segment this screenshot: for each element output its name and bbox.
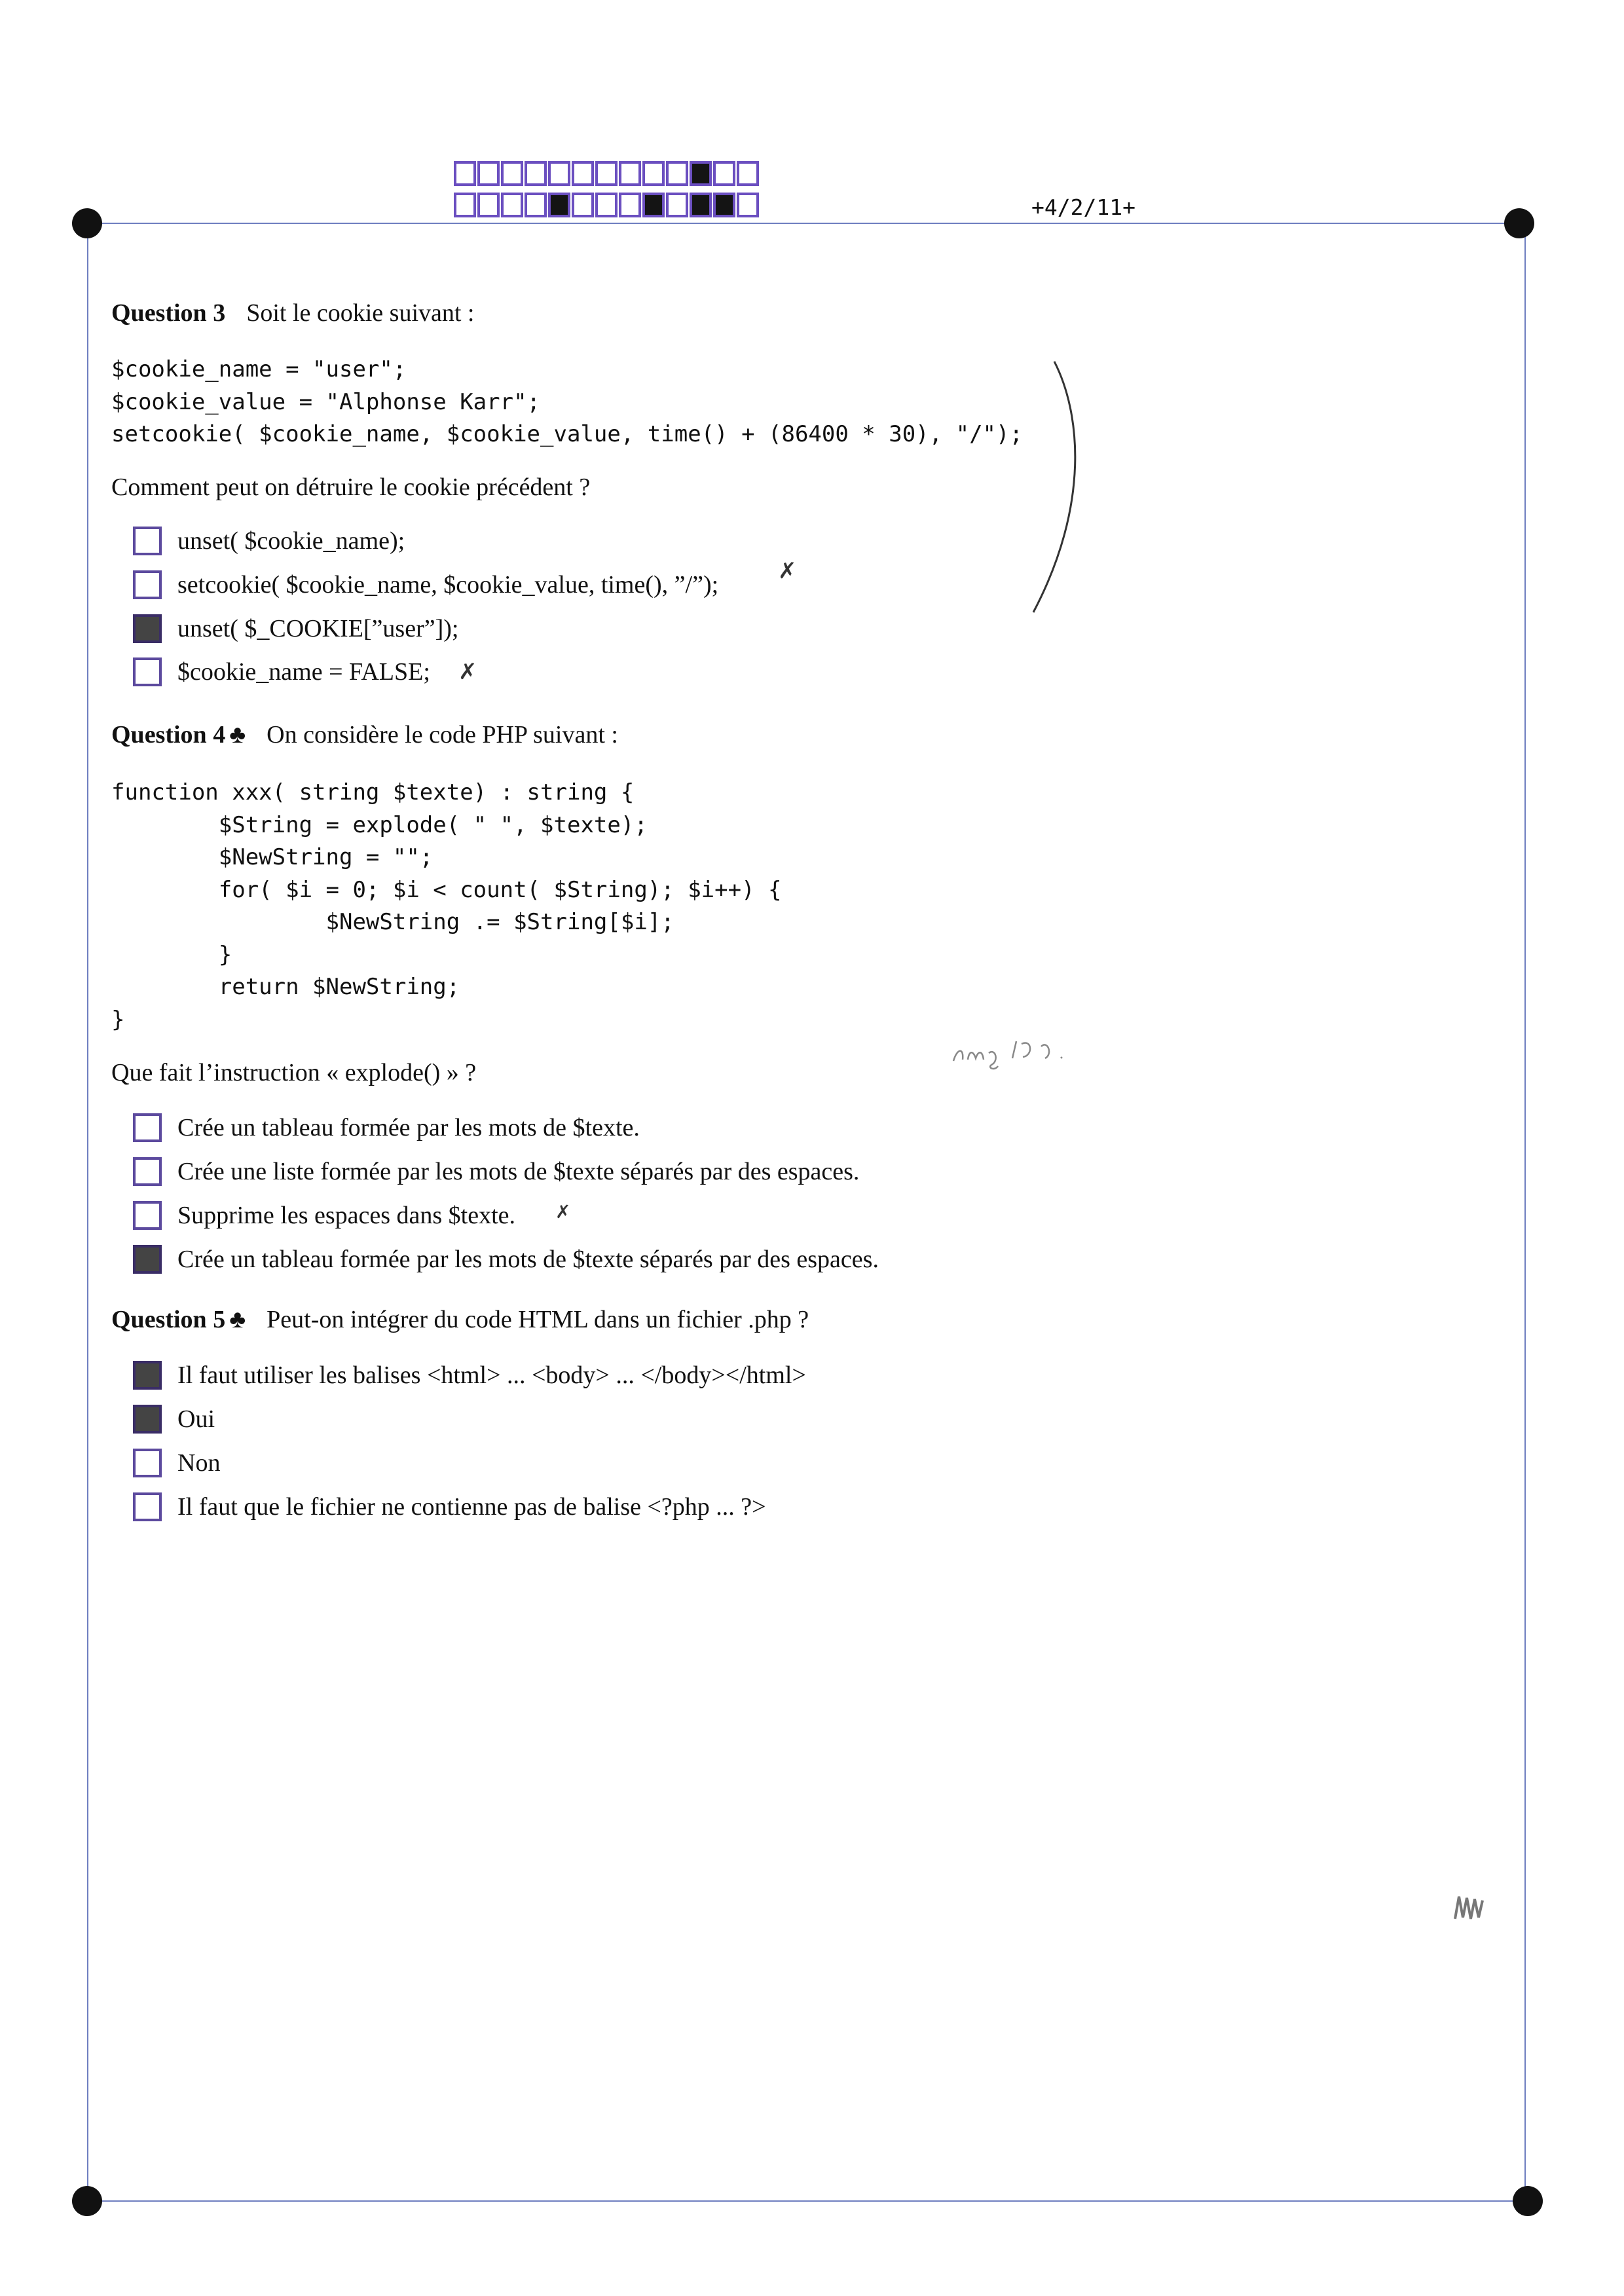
barcode-cell-empty bbox=[501, 161, 523, 186]
answer-checkbox-checked[interactable] bbox=[133, 1245, 162, 1274]
corner-marker-top-left bbox=[72, 208, 102, 238]
answer-text: Crée une liste formée par les mots de $texte séparés par des espaces. bbox=[177, 1158, 860, 1185]
barcode-cell-empty bbox=[454, 161, 476, 186]
barcode-cell-empty bbox=[595, 161, 618, 186]
answer-text: unset( $cookie_name); bbox=[177, 527, 405, 555]
page-code: +4/2/11+ bbox=[1031, 194, 1135, 220]
question-text: Que fait l’instruction « explode() » ? bbox=[111, 1059, 477, 1086]
answer-option[interactable] bbox=[133, 527, 405, 555]
barcode-cell-empty bbox=[737, 161, 759, 186]
answer-option[interactable] bbox=[133, 1492, 766, 1521]
barcode-cell-filled bbox=[690, 161, 712, 186]
handwritten-note-scribble bbox=[950, 1022, 1094, 1074]
answer-text: Crée un tableau formée par les mots de $texte. bbox=[177, 1114, 640, 1141]
answer-option[interactable] bbox=[133, 1245, 879, 1274]
answer-text: $cookie_name = FALSE; bbox=[177, 658, 430, 686]
handwritten-cross-mark: ✗ bbox=[458, 659, 477, 685]
question-3-header bbox=[111, 299, 475, 327]
question-prompt: Soit le cookie suivant : bbox=[246, 299, 475, 327]
barcode-cell-empty bbox=[619, 161, 641, 186]
question-5-header bbox=[111, 1305, 809, 1334]
answer-checkbox[interactable] bbox=[133, 1157, 162, 1186]
answer-option[interactable] bbox=[133, 1405, 215, 1434]
answer-checkbox[interactable] bbox=[133, 1201, 162, 1230]
answer-text: Oui bbox=[177, 1405, 215, 1433]
barcode-cell-empty bbox=[642, 161, 665, 186]
code-block: $cookie_name = "user"; $cookie_value = "Alphonse Karr"; setcookie( $cookie_name, $cookie_value, time() + (86400 * 30), "/"); bbox=[111, 356, 1023, 447]
barcode-cell-empty bbox=[572, 193, 594, 217]
answer-checkbox[interactable] bbox=[133, 1492, 162, 1521]
barcode-cell-empty bbox=[619, 193, 641, 217]
barcode-cell-filled bbox=[548, 193, 570, 217]
corner-marker-top-right bbox=[1504, 208, 1534, 238]
answer-option[interactable] bbox=[133, 614, 458, 643]
question-prompt: On considère le code PHP suivant : bbox=[267, 721, 618, 749]
handwritten-cross-mark: ✗ bbox=[778, 558, 797, 584]
answer-text: Supprime les espaces dans $texte. bbox=[177, 1202, 516, 1229]
handwritten-smudge bbox=[1452, 1893, 1486, 1923]
answer-option[interactable] bbox=[133, 1113, 640, 1142]
answer-text: Il faut utiliser les balises <html> ... <body> ... </body></html> bbox=[177, 1361, 806, 1389]
handwritten-cross-mark: ✗ bbox=[555, 1201, 571, 1223]
answer-checkbox-checked[interactable] bbox=[133, 1361, 162, 1390]
barcode-cell-empty bbox=[454, 193, 476, 217]
answer-text: Il faut que le fichier ne contienne pas de balise <?php ... ?> bbox=[177, 1493, 766, 1521]
barcode-cell-filled bbox=[713, 193, 735, 217]
barcode-cell-empty bbox=[477, 193, 500, 217]
barcode-cell-empty bbox=[525, 161, 547, 186]
question-label: Question 4 bbox=[111, 721, 226, 749]
barcode-cell-filled bbox=[642, 193, 665, 217]
answer-text: Crée un tableau formée par les mots de $texte séparés par des espaces. bbox=[177, 1246, 879, 1273]
barcode-cell-empty bbox=[666, 161, 688, 186]
barcode-cell-empty bbox=[737, 193, 759, 217]
answer-text: setcookie( $cookie_name, $cookie_value, time(), ”/”); bbox=[177, 571, 719, 599]
club-symbol: ♣ bbox=[229, 721, 246, 749]
answer-text: unset( $_COOKIE[”user”]); bbox=[177, 615, 459, 642]
answer-checkbox[interactable] bbox=[133, 570, 162, 599]
code-block: function xxx( string $texte) : string { $String = explode( " ", $texte); $NewString = ""; for( $i = 0; $i < count( $String); $i++) { $NewString .= $String[$i]; } return $NewString; } bbox=[111, 779, 782, 1033]
answer-checkbox[interactable] bbox=[133, 1113, 162, 1142]
answer-text: Non bbox=[177, 1449, 221, 1477]
answer-checkbox[interactable] bbox=[133, 1449, 162, 1477]
club-symbol: ♣ bbox=[229, 1306, 246, 1333]
barcode-cell-empty bbox=[548, 161, 570, 186]
barcode-row-1 bbox=[454, 161, 760, 186]
answer-checkbox-checked[interactable] bbox=[133, 1405, 162, 1434]
barcode-cell-empty bbox=[477, 161, 500, 186]
answer-checkbox[interactable] bbox=[133, 657, 162, 686]
barcode-row-2 bbox=[454, 193, 760, 217]
answer-checkbox-checked[interactable] bbox=[133, 614, 162, 643]
answer-option[interactable] bbox=[133, 657, 430, 686]
answer-checkbox[interactable] bbox=[133, 527, 162, 555]
corner-marker-bottom-right bbox=[1513, 2186, 1543, 2216]
barcode-cell-filled bbox=[690, 193, 712, 217]
question-text: Comment peut on détruire le cookie précédent ? bbox=[111, 473, 591, 501]
barcode-cell-empty bbox=[713, 161, 735, 186]
question-prompt: Peut-on intégrer du code HTML dans un fichier .php ? bbox=[267, 1306, 809, 1333]
barcode-cell-empty bbox=[525, 193, 547, 217]
barcode-cell-empty bbox=[501, 193, 523, 217]
answer-option[interactable] bbox=[133, 1449, 220, 1477]
question-label: Question 5 bbox=[111, 1306, 226, 1333]
barcode-cell-empty bbox=[572, 161, 594, 186]
question-4-header bbox=[111, 720, 618, 749]
corner-marker-bottom-left bbox=[72, 2186, 102, 2216]
barcode-cell-empty bbox=[595, 193, 618, 217]
answer-option[interactable] bbox=[133, 1361, 806, 1390]
barcode-cell-empty bbox=[666, 193, 688, 217]
answer-option[interactable] bbox=[133, 1157, 859, 1186]
question-label: Question 3 bbox=[111, 299, 226, 327]
answer-option[interactable] bbox=[133, 570, 718, 599]
handwritten-bracket bbox=[1028, 360, 1087, 616]
answer-option[interactable] bbox=[133, 1201, 515, 1230]
